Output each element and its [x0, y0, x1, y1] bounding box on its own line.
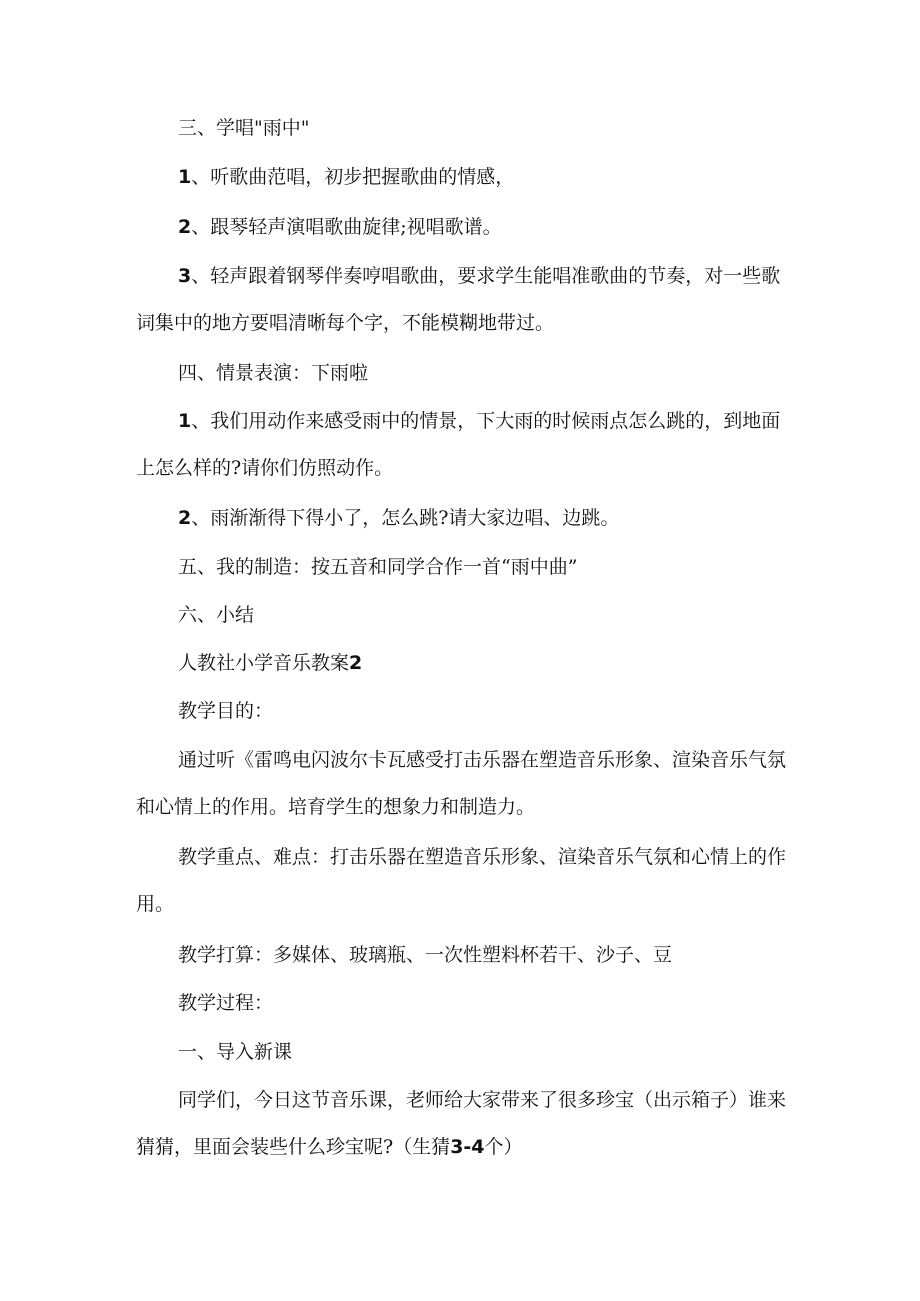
- paragraph: 教学打算：多媒体、玻璃瓶、一次性塑料杯若干、沙子、豆: [178, 944, 673, 966]
- heading-section-4: 四、情景表演：下雨啦: [178, 362, 369, 384]
- heading-section-3: 三、学唱"雨中": [178, 117, 310, 139]
- paragraph: 同学们，今日这节音乐课，老师给大家带来了很多珍宝（出示箱子）谁来猜猜，里面会装些什么珍宝呢?（生猜3-4个）: [136, 1089, 787, 1158]
- heading-section-5: 五、我的制造：按五音和同学合作一首“雨中曲”: [178, 556, 578, 578]
- heading-section-1: 一、导入新课: [178, 1041, 293, 1063]
- paragraph: 教学重点、难点：打击乐器在塑造音乐形象、渲染音乐气氛和心情上的作用。: [136, 846, 787, 915]
- heading-teaching-process: 教学过程：: [178, 992, 274, 1014]
- list-item: 1、我们用动作来感受雨中的情景，下大雨的时候雨点怎么跳的，到地面上怎么样的?请你们仿照动作。: [136, 410, 781, 479]
- list-item: 2、雨渐渐得下得小了，怎么跳?请大家边唱、边跳。: [178, 507, 620, 529]
- lesson-title: 人教社小学音乐教案2: [178, 652, 363, 674]
- list-item: 1、听歌曲范唱，初步把握歌曲的情感，: [178, 166, 515, 188]
- list-item: 2、跟琴轻声演唱歌曲旋律;视唱歌谱。: [178, 216, 502, 238]
- paragraph: 通过听《雷鸣电闪波尔卡瓦感受打击乐器在塑造音乐形象、渲染音乐气氛和心情上的作用。培育学生的想象力和制造力。: [136, 749, 787, 818]
- heading-section-6: 六、小结: [178, 604, 255, 626]
- heading-teaching-goal: 教学目的：: [178, 700, 274, 722]
- list-item: 3、轻声跟着钢琴伴奏哼唱歌曲，要求学生能唱准歌曲的节奏，对一些歌词集中的地方要唱清晰每个字，不能模糊地带过。: [136, 265, 781, 334]
